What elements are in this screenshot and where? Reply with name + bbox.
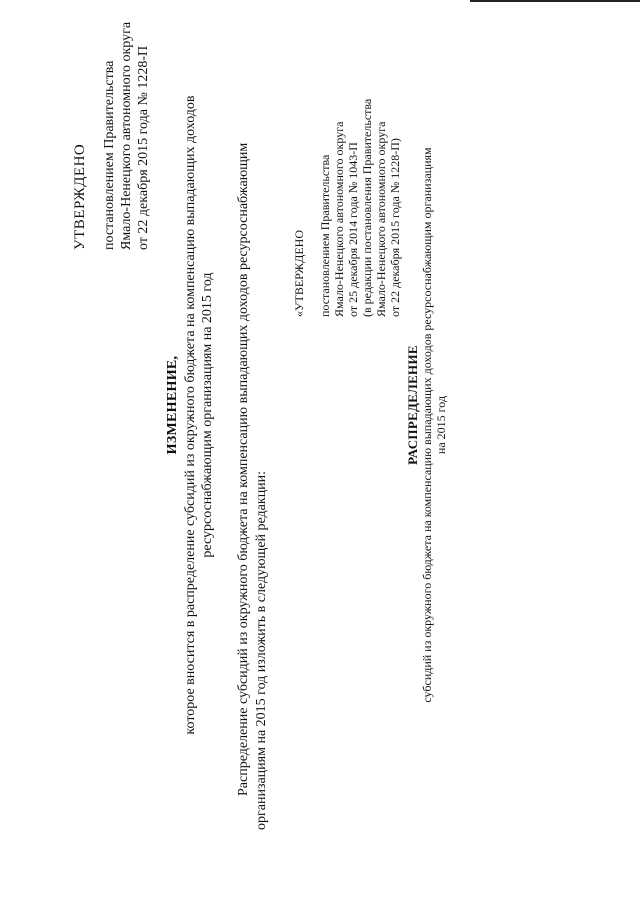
distribution-subtitle-line: на 2015 год — [434, 395, 448, 455]
approval-line: постановлением Правительства — [102, 60, 117, 250]
distribution-subtitle-line: субсидий из окружного бюджета на компенсацию выпадающих доходов ресурсоснабжающим организациям — [420, 147, 434, 703]
quoted-approval-heading: «УТВЕРЖДЕНО — [292, 229, 306, 317]
approval-stamp-main — [72, 10, 152, 250]
quoted-approval-line: от 22 декабря 2015 года № 1228-П) — [388, 138, 402, 317]
distribution-title: РАСПРЕДЕЛЕНИЕ — [405, 345, 420, 465]
paragraph-line: организациям на 2015 год изложить в следующей редакции: — [254, 470, 269, 830]
quoted-approval-line: (в редакции постановления Правительства — [360, 98, 374, 317]
quoted-approval-line: Ямало-Ненецкого автономного округа — [332, 121, 346, 317]
quoted-approval-line: Ямало-Ненецкого автономного округа — [374, 121, 388, 317]
approval-line: Ямало-Ненецкого автономного округа — [119, 21, 134, 250]
distribution-subtitle — [420, 65, 448, 785]
quoted-approval-line: постановлением Правительства — [318, 154, 332, 317]
change-title: ИЗМЕНЕНИЕ, — [165, 355, 180, 455]
approval-heading: УТВЕРЖДЕНО — [72, 143, 88, 250]
approval-line: от 22 декабря 2015 года № 1228-П — [136, 45, 151, 250]
amendment-paragraph — [235, 30, 271, 830]
change-subtitle — [182, 65, 216, 765]
paragraph-line: Распределение субсидий из окружного бюджета на компенсацию выпадающих доходов ресурсоснабжающим — [236, 142, 251, 796]
change-subtitle-line: ресурсоснабжающим организациям на 2015 год — [200, 272, 215, 558]
change-subtitle-line: которое вносится в распределение субсидий из окружного бюджета на компенсацию выпадающих доходов — [183, 95, 198, 735]
quoted-approval-line: от 25 декабря 2014 года № 1043-П — [346, 142, 360, 317]
approval-stamp-quoted — [292, 17, 402, 317]
